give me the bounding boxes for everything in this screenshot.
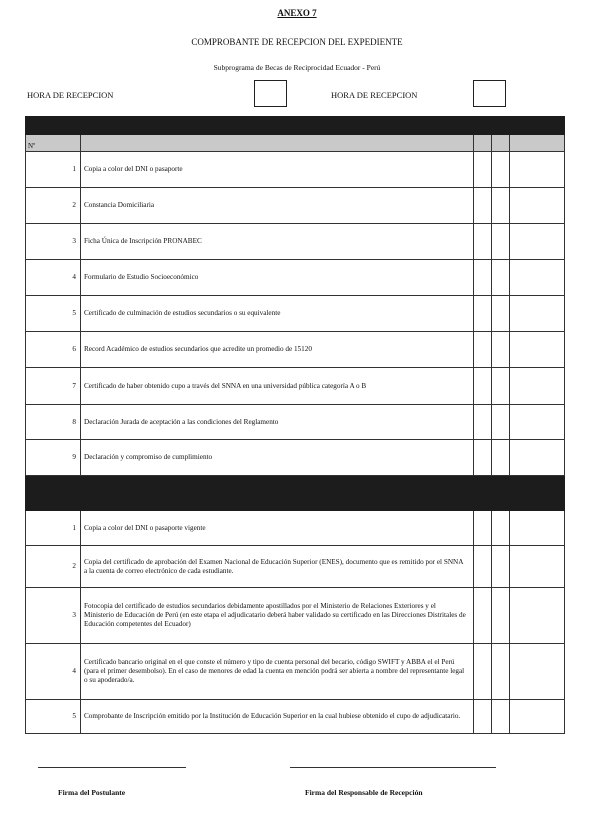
- table-row: [26, 511, 565, 546]
- column-header-cell: [474, 135, 492, 152]
- section-divider-bar-cell: [26, 476, 81, 511]
- table-row: [26, 405, 565, 440]
- table-row: [26, 440, 565, 476]
- check-cell[interactable]: [474, 260, 492, 296]
- check-cell[interactable]: [474, 368, 492, 405]
- document-subtitle: Subprograma de Becas de Reciprocidad Ecuador - Perú: [213, 63, 381, 72]
- annex-heading: ANEXO 7: [277, 8, 317, 18]
- section-divider-bar-cell: [474, 476, 492, 511]
- requirement-text: Declaración y compromiso de cumplimiento: [81, 440, 474, 476]
- requirement-text: Certificado de culminación de estudios secundarios o su equivalente: [81, 296, 474, 332]
- observation-cell[interactable]: [510, 260, 565, 296]
- requirement-text: Fotocopia del certificado de estudios secundarios debidamente apostillados por el Ministerio de Relaciones Exteriores y el Ministerio de Educación de Perú (en este etapa el adjudicatario deberá haber validado su certificado en las Direcciones Distritales de Educación competentes del Ecuador): [81, 588, 474, 644]
- check-cell[interactable]: [474, 511, 492, 546]
- requirement-text: Copia a color del DNI o pasaporte: [81, 152, 474, 188]
- section-header-bar-cell: [26, 117, 81, 135]
- check-cell[interactable]: [474, 332, 492, 368]
- row-number: 4: [26, 260, 81, 296]
- row-number: 3: [26, 224, 81, 260]
- table-row: [26, 368, 565, 405]
- row-number: 1: [26, 152, 81, 188]
- reception-time-label-left: HORA DE RECEPCION: [27, 90, 114, 100]
- column-header-number: Nº: [26, 135, 81, 152]
- requirement-text: Ficha Única de Inscripción PRONABEC: [81, 224, 474, 260]
- table-row: [26, 588, 565, 644]
- signature-line-applicant: [38, 767, 186, 768]
- section-header-bar-cell: [510, 117, 565, 135]
- check-cell[interactable]: [474, 188, 492, 224]
- check-cell[interactable]: [492, 260, 510, 296]
- requirement-text: Copia del certificado de aprobación del Examen Nacional de Educación Superior (ENES), documento que es remitido por el SNNA a la cuenta de correo electrónico de cada estudiante.: [81, 546, 474, 588]
- check-cell[interactable]: [474, 644, 492, 700]
- document-title: COMPROBANTE DE RECEPCION DEL EXPEDIENTE: [191, 37, 403, 47]
- table-row: [26, 224, 565, 260]
- row-number: 6: [26, 332, 81, 368]
- check-cell[interactable]: [474, 700, 492, 734]
- observation-cell[interactable]: [510, 368, 565, 405]
- row-number: 5: [26, 700, 81, 734]
- table-row: [26, 644, 565, 700]
- check-cell[interactable]: [474, 405, 492, 440]
- table-row: [26, 188, 565, 224]
- column-header-cell: [510, 135, 565, 152]
- table-row: [26, 546, 565, 588]
- row-number: 2: [26, 546, 81, 588]
- check-cell[interactable]: [474, 546, 492, 588]
- row-number: 5: [26, 296, 81, 332]
- check-cell[interactable]: [474, 588, 492, 644]
- observation-cell[interactable]: [510, 405, 565, 440]
- column-header-row: [26, 135, 565, 152]
- signature-line-reception: [290, 767, 496, 768]
- reception-time-label-right: HORA DE RECEPCION: [331, 90, 418, 100]
- requirement-text: Constancia Domiciliaria: [81, 188, 474, 224]
- check-cell[interactable]: [492, 296, 510, 332]
- check-cell[interactable]: [492, 700, 510, 734]
- check-cell[interactable]: [474, 296, 492, 332]
- section-header-bar-cell: [474, 117, 492, 135]
- table-row: [26, 152, 565, 188]
- requirement-text: Record Académico de estudios secundarios que acredite un promedio de 15120: [81, 332, 474, 368]
- check-cell[interactable]: [492, 588, 510, 644]
- table-row: [26, 700, 565, 734]
- observation-cell[interactable]: [510, 332, 565, 368]
- table-row: [26, 332, 565, 368]
- observation-cell[interactable]: [510, 511, 565, 546]
- requirement-text: Certificado bancario original en el que conste el número y tipo de cuenta personal del becario, código SWIFT y ABBA el el Perú (para el primer desembolso). En el caso de menores de edad la cuenta en mención podrá ser abierta a nombre del representante legal o su apoderado/a.: [81, 644, 474, 700]
- section-divider-bar-cell: [492, 476, 510, 511]
- check-cell[interactable]: [492, 332, 510, 368]
- row-number: 9: [26, 440, 81, 476]
- observation-cell[interactable]: [510, 700, 565, 734]
- reception-time-box-right[interactable]: [473, 80, 506, 107]
- observation-cell[interactable]: [510, 644, 565, 700]
- check-cell[interactable]: [492, 440, 510, 476]
- signature-label-applicant: Firma del Postulante: [58, 788, 126, 797]
- requirement-text: Comprobante de Inscripción emitido por la Institución de Educación Superior en la cual hubiese obtenido el cupo de adjudicatario.: [81, 700, 474, 734]
- signature-label-reception: Firma del Responsable de Recepción: [305, 788, 423, 797]
- check-cell[interactable]: [492, 511, 510, 546]
- row-number: 7: [26, 368, 81, 405]
- check-cell[interactable]: [492, 405, 510, 440]
- observation-cell[interactable]: [510, 440, 565, 476]
- requirement-text: Copia a color del DNI o pasaporte vigente: [81, 511, 474, 546]
- row-number: 2: [26, 188, 81, 224]
- check-cell[interactable]: [492, 188, 510, 224]
- requirement-text: Certificado de haber obtenido cupo a través del SNNA en una universidad pública categoría A o B: [81, 368, 474, 405]
- check-cell[interactable]: [474, 224, 492, 260]
- requirements-table: [25, 116, 565, 734]
- check-cell[interactable]: [492, 224, 510, 260]
- section-divider-bar: [26, 476, 565, 511]
- check-cell[interactable]: [474, 440, 492, 476]
- column-header-cell: [492, 135, 510, 152]
- observation-cell[interactable]: [510, 588, 565, 644]
- requirement-text: Formulario de Estudio Socioeconómico: [81, 260, 474, 296]
- observation-cell[interactable]: [510, 296, 565, 332]
- row-number: 4: [26, 644, 81, 700]
- observation-cell[interactable]: [510, 224, 565, 260]
- section-header-bar-cell: [81, 117, 474, 135]
- section-header-bar: [26, 117, 565, 135]
- column-header-cell: [81, 135, 474, 152]
- section-divider-bar-cell: [510, 476, 565, 511]
- observation-cell[interactable]: [510, 152, 565, 188]
- requirement-text: Declaración Jurada de aceptación a las condiciones del Reglamento: [81, 405, 474, 440]
- check-cell[interactable]: [492, 644, 510, 700]
- row-number: 1: [26, 511, 81, 546]
- observation-cell[interactable]: [510, 546, 565, 588]
- observation-cell[interactable]: [510, 188, 565, 224]
- reception-time-box-left[interactable]: [254, 80, 287, 107]
- check-cell[interactable]: [492, 546, 510, 588]
- check-cell[interactable]: [492, 152, 510, 188]
- row-number: 3: [26, 588, 81, 644]
- row-number: 8: [26, 405, 81, 440]
- table-row: [26, 260, 565, 296]
- section-header-bar-cell: [492, 117, 510, 135]
- table-row: [26, 296, 565, 332]
- section-divider-bar-cell: [81, 476, 474, 511]
- check-cell[interactable]: [474, 152, 492, 188]
- check-cell[interactable]: [492, 368, 510, 405]
